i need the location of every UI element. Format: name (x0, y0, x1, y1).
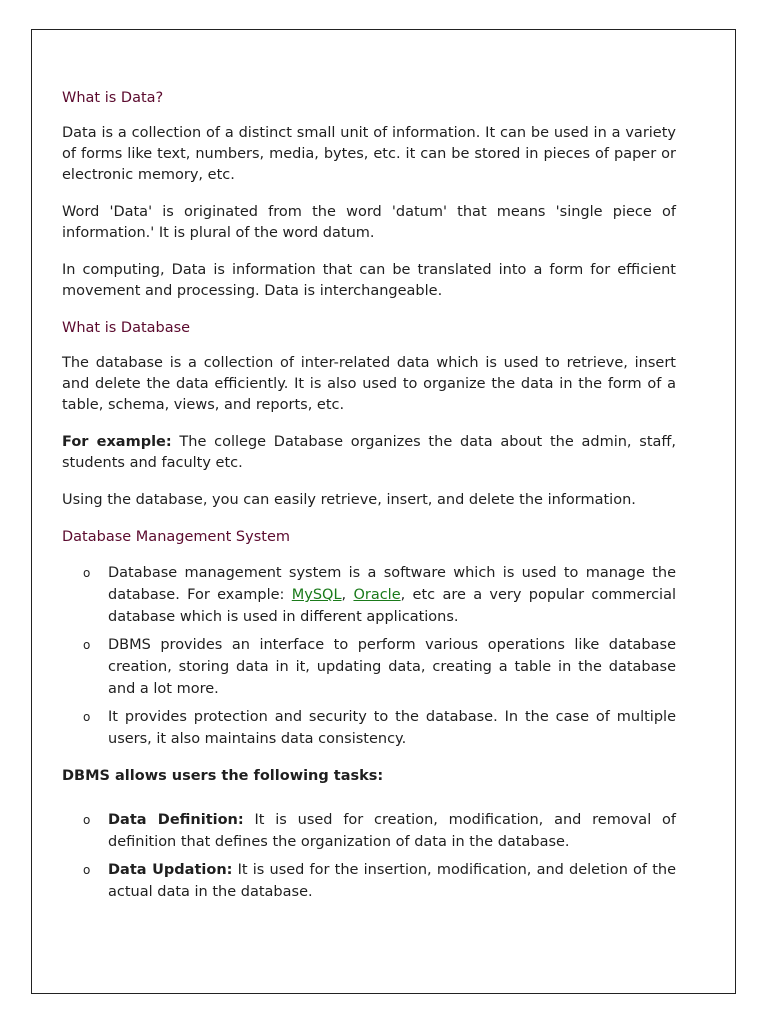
bullet-circle-icon: o (83, 863, 91, 877)
task-text: It is used for the insertion, modification, and deletion of the actual data in the database. (108, 862, 676, 900)
bullet-circle-icon: o (83, 638, 91, 652)
datum-paragraph: Word 'Data' is originated from the word 'datum' that means 'single piece of information.' It is plural of the word datum. (62, 204, 676, 241)
task-label-data-definition: Data Definition: (108, 812, 244, 828)
task-text: It is used for creation, modification, and removal of definition that defines the organization of data in the database. (108, 812, 676, 850)
list-item (62, 859, 676, 903)
example-text: The college Database organizes the data about the admin, staff, students and faculty etc. (62, 434, 676, 471)
heading-dbms: Database Management System (62, 529, 290, 545)
dbms-tasks-list (62, 809, 676, 903)
oracle-link[interactable]: Oracle (353, 587, 401, 603)
computing-data-paragraph: In computing, Data is information that can be translated into a form for efficient movement and processing. Data is interchangeable. (62, 262, 676, 299)
bullet-circle-icon: o (83, 710, 91, 724)
bullet-text: DBMS provides an interface to perform various operations like database creation, storing data in it, updating data, creating a table in the database and a lot more. (108, 637, 676, 697)
bullet-text: Database management system is a software which is used to manage the database. For example: (108, 565, 676, 603)
heading-what-is-database: What is Database (62, 320, 191, 336)
bullet-circle-icon: o (83, 566, 91, 580)
dbms-tasks-lead: DBMS allows users the following tasks: (62, 768, 384, 784)
mysql-link[interactable]: MySQL (291, 587, 342, 603)
database-definition-paragraph: The database is a collection of inter-related data which is used to retrieve, insert and delete the data efficiently. It is also used to organize the data in the form of a table, schema, views, and reports, etc. (62, 355, 676, 413)
list-item (62, 809, 676, 853)
dbms-bullet-list (62, 562, 676, 750)
data-definition-paragraph: Data is a collection of a distinct small unit of information. It can be used in a variety of forms like text, numbers, media, bytes, etc. it can be stored in pieces of paper or electronic memory, etc. (62, 125, 676, 183)
list-item (62, 706, 676, 750)
list-item (62, 562, 676, 628)
list-item (62, 634, 676, 700)
example-label: For example: (62, 434, 172, 450)
link-separator: , (341, 587, 354, 603)
bullet-text: It provides protection and security to the database. In the case of multiple users, it also maintains data consistency. (108, 709, 676, 747)
database-usage-paragraph: Using the database, you can easily retrieve, insert, and delete the information. (62, 492, 636, 508)
task-label-data-updation: Data Updation: (108, 862, 233, 878)
document-body (62, 88, 676, 919)
bullet-circle-icon: o (83, 813, 91, 827)
heading-what-is-data: What is Data? (62, 90, 164, 106)
bullet-text-after: , etc are a very popular commercial database which is used in different applications. (108, 587, 676, 625)
example-paragraph (62, 432, 676, 474)
